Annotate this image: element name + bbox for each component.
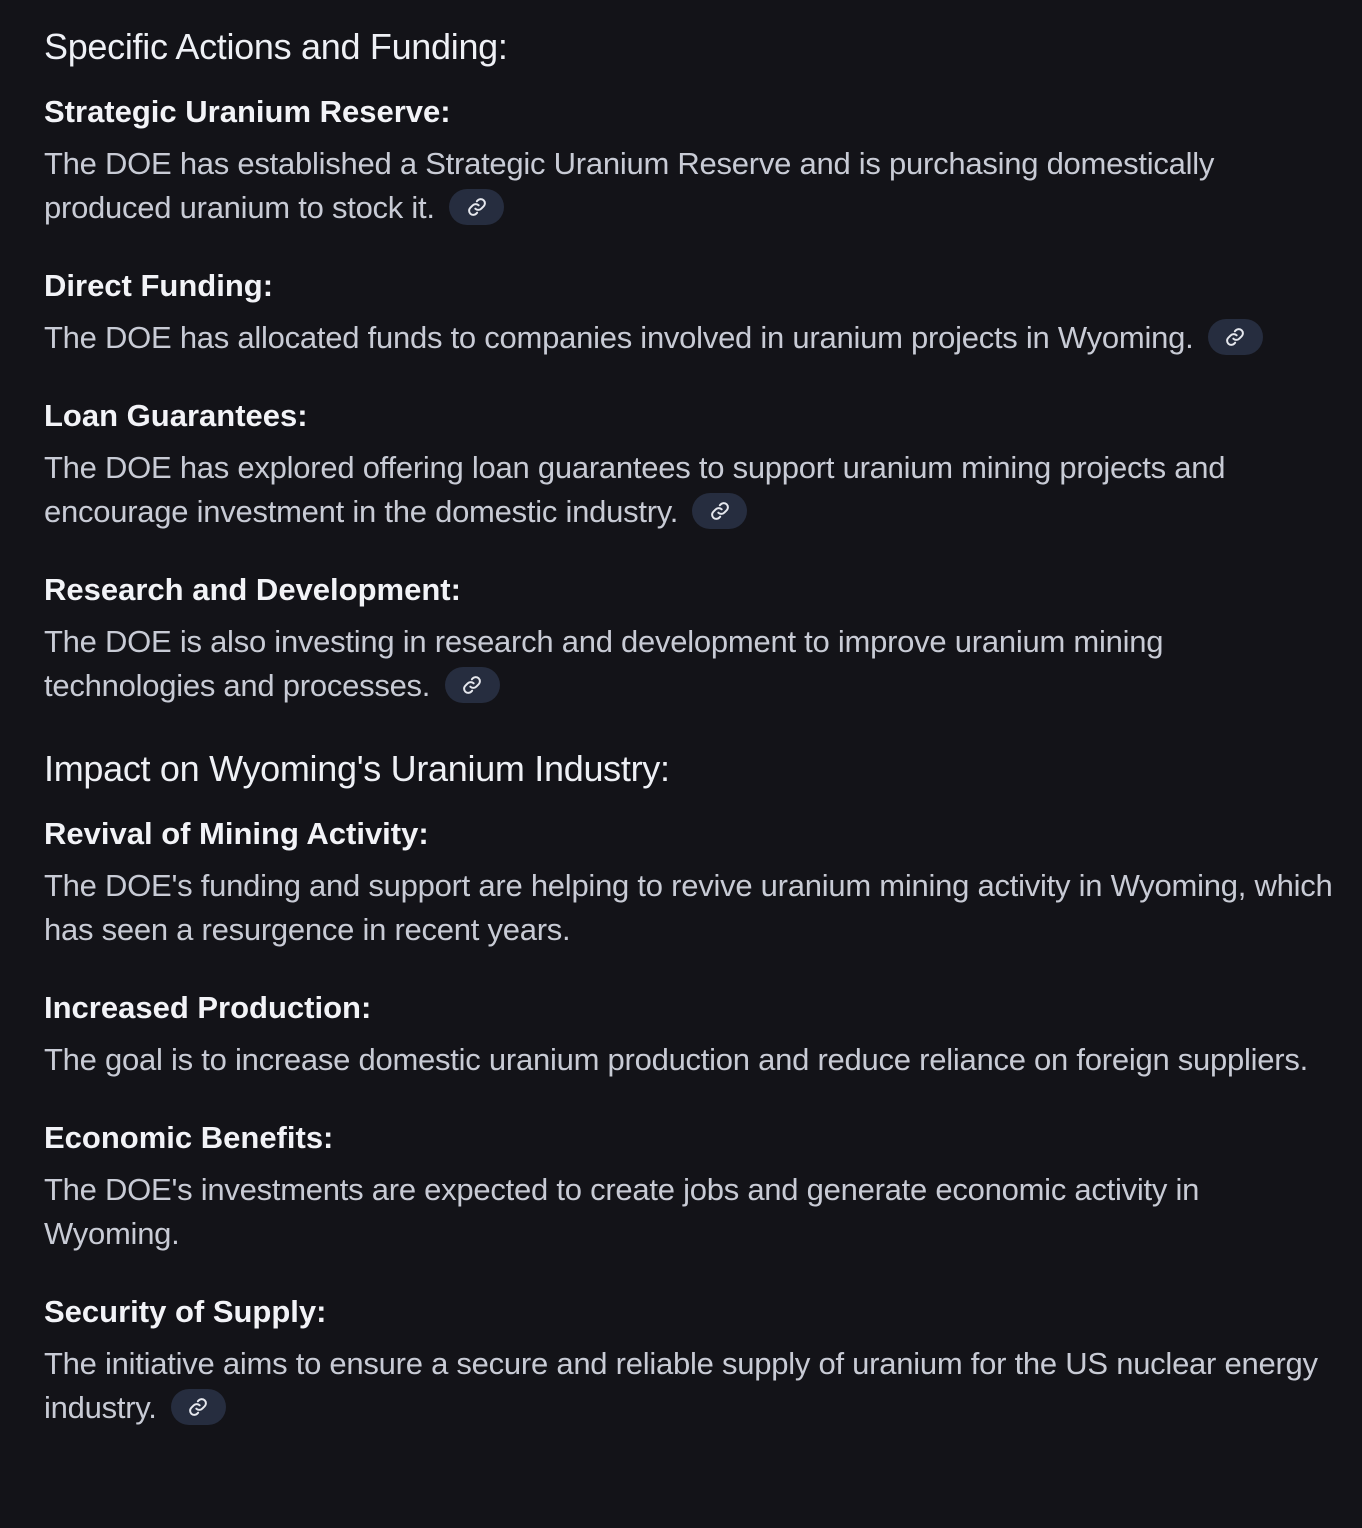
item-title: Loan Guarantees: — [44, 398, 308, 433]
item-text-body: The DOE's investments are expected to create jobs and generate economic activity in Wyoming. — [44, 1172, 1200, 1251]
item-title: Economic Benefits: — [44, 1120, 334, 1155]
section-heading: Impact on Wyoming's Uranium Industry: — [44, 748, 670, 789]
item-text-body: The DOE is also investing in research and development to improve uranium mining technologies and processes. — [44, 624, 1164, 703]
item-title: Strategic Uranium Reserve: — [44, 94, 451, 129]
item-text-body: The goal is to increase domestic uranium production and reduce reliance on foreign suppliers. — [44, 1042, 1308, 1077]
item-title: Increased Production: — [44, 990, 372, 1025]
item-title: Research and Development: — [44, 572, 461, 607]
item-text — [44, 142, 1334, 230]
item-text — [44, 864, 1334, 952]
citation-link-button[interactable] — [692, 493, 747, 529]
list-item — [44, 988, 1334, 1082]
citation-link-button[interactable] — [449, 189, 504, 225]
item-title: Direct Funding: — [44, 268, 274, 303]
list-item — [44, 92, 1334, 230]
link-icon — [1225, 327, 1245, 347]
item-title: Security of Supply: — [44, 1294, 327, 1329]
list-item — [44, 1118, 1334, 1256]
item-text — [44, 316, 1334, 360]
section-heading: Specific Actions and Funding: — [44, 26, 508, 67]
list-item — [44, 266, 1334, 360]
item-text-body: The DOE has allocated funds to companies involved in uranium projects in Wyoming. — [44, 320, 1202, 355]
item-text — [44, 446, 1334, 534]
item-title: Revival of Mining Activity: — [44, 816, 429, 851]
link-icon — [467, 197, 487, 217]
list-item — [44, 570, 1334, 708]
item-text-body: The initiative aims to ensure a secure and reliable supply of uranium for the US nuclear energy industry. — [44, 1346, 1318, 1425]
list-item — [44, 1292, 1334, 1430]
link-icon — [462, 675, 482, 695]
item-text — [44, 1342, 1334, 1430]
link-icon — [188, 1397, 208, 1417]
link-icon — [710, 501, 730, 521]
list-item — [44, 814, 1334, 952]
list-item — [44, 396, 1334, 534]
item-text — [44, 1168, 1334, 1256]
item-text-body: The DOE has explored offering loan guarantees to support uranium mining projects and encourage investment in the domestic industry. — [44, 450, 1226, 529]
response-content — [44, 22, 1334, 1430]
citation-link-button[interactable] — [171, 1389, 226, 1425]
item-text-body: The DOE has established a Strategic Uranium Reserve and is purchasing domestically produced uranium to stock it. — [44, 146, 1215, 225]
citation-link-button[interactable] — [1208, 319, 1263, 355]
item-text — [44, 620, 1334, 708]
citation-link-button[interactable] — [445, 667, 500, 703]
item-text-body: The DOE's funding and support are helping to revive uranium mining activity in Wyoming, which has seen a resurgence in recent years. — [44, 868, 1333, 947]
item-text — [44, 1038, 1334, 1082]
